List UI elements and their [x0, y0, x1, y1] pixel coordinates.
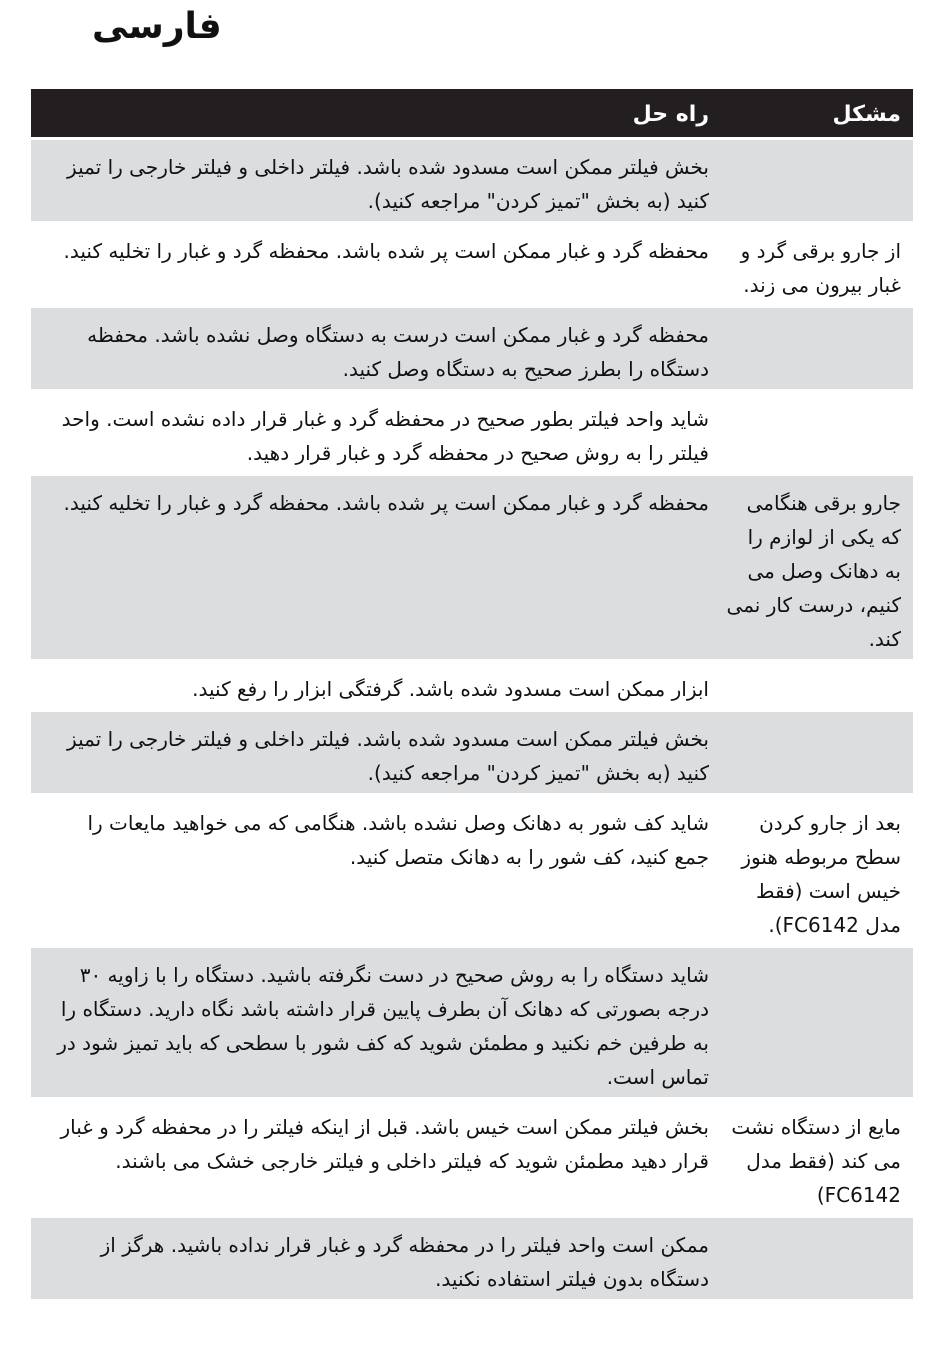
table-row: [31, 305, 913, 389]
solution-cell: [31, 662, 713, 709]
solution-cell: [31, 224, 713, 305]
problem-cell: [713, 392, 913, 473]
problem-text: [725, 948, 901, 966]
header-problem: مشکل: [832, 101, 901, 127]
problem-text: [725, 308, 901, 326]
problem-cell: [713, 476, 913, 659]
table-row: [31, 137, 913, 221]
solution-cell: [31, 796, 713, 945]
table-row: [31, 1097, 913, 1215]
solution-text: بخش فیلتر ممکن است خیس باشد. قبل از اینکه فیلتر را در محفظه گرد و غبار قرار دهید مطمئن شوید که فیلتر داخلی و فیلتر خارجی خشک می باشند.: [60, 1115, 709, 1173]
problem-text: از جارو برقی گرد و غبار بیرون می زند.: [740, 239, 901, 297]
table-header: [31, 89, 913, 137]
solution-text: محفظه گرد و غبار ممکن است درست به دستگاه وصل نشده باشد. محفظه دستگاه را بطرز صحیح به دستگاه وصل کنید.: [87, 323, 709, 381]
problem-cell: [713, 224, 913, 305]
solution-text: شاید کف شور به دهانک وصل نشده باشد. هنگامی که می خواهید مایعات را جمع کنید، کف شور را به دهانک متصل کنید.: [87, 811, 709, 869]
solution-cell: [31, 1100, 713, 1215]
problem-text: [725, 392, 901, 410]
table-row: [31, 793, 913, 945]
header-solution: راه حل: [632, 101, 709, 127]
problem-cell: [713, 948, 913, 1097]
problem-cell: [713, 1100, 913, 1215]
page-title: فارسی: [92, 6, 222, 47]
problem-text: [725, 140, 901, 158]
problem-text: [725, 712, 901, 730]
table-row: [31, 389, 913, 473]
solution-text: ابزار ممکن است مسدود شده باشد. گرفتگی ابزار را رفع کنید.: [192, 677, 709, 701]
solution-cell: [31, 948, 713, 1097]
problem-text: [725, 1218, 901, 1236]
solution-text: محفظه گرد و غبار ممکن است پر شده باشد. محفظه گرد و غبار را تخلیه کنید.: [63, 491, 709, 515]
table-row: [31, 659, 913, 709]
problem-cell: [713, 1218, 913, 1299]
problem-cell: [713, 712, 913, 793]
solution-text: ممکن است واحد فیلتر را در محفظه گرد و غبار قرار نداده باشید. هرگز از دستگاه بدون فیلتر استفاده نکنید.: [100, 1233, 709, 1291]
table-row: [31, 221, 913, 305]
table-row: [31, 473, 913, 659]
solution-cell: [31, 476, 713, 659]
solution-text: شاید دستگاه را به روش صحیح در دست نگرفته باشید. دستگاه را با زاویه ۳۰ درجه بصورتی که دهانک آن بطرف پایین قرار داشته باشد نگاه دارید. دستگاه را به طرفین خم نکنید و مطمئن شوید که کف شور با سطحی که باید تمیز شود در تماس است.: [57, 963, 709, 1089]
table-row: [31, 709, 913, 793]
problem-cell: [713, 796, 913, 945]
solution-text: بخش فیلتر ممکن است مسدود شده باشد. فیلتر داخلی و فیلتر خارجی را تمیز کنید (به بخش "تمیز کردن" مراجعه کنید).: [67, 727, 709, 785]
solution-text: بخش فیلتر ممکن است مسدود شده باشد. فیلتر داخلی و فیلتر خارجی را تمیز کنید (به بخش "تمیز کردن" مراجعه کنید).: [67, 155, 709, 213]
solution-cell: [31, 392, 713, 473]
solution-cell: [31, 140, 713, 221]
solution-cell: [31, 308, 713, 389]
table-body: [31, 137, 913, 1299]
solution-text: محفظه گرد و غبار ممکن است پر شده باشد. محفظه گرد و غبار را تخلیه کنید.: [63, 239, 709, 263]
problem-text: مایع از دستگاه نشت می کند (فقط مدل FC6142): [731, 1115, 901, 1207]
problem-text: بعد از جارو کردن سطح مربوطه هنوز خیس است (فقط مدل FC6142).: [741, 811, 901, 937]
solution-cell: [31, 1218, 713, 1299]
table-row: [31, 1215, 913, 1299]
solution-text: شاید واحد فیلتر بطور صحیح در محفظه گرد و غبار قرار داده نشده است. واحد فیلتر را به روش صحیح در محفظه گرد و غبار قرار دهید.: [61, 407, 709, 465]
problem-cell: [713, 140, 913, 221]
problem-cell: [713, 662, 913, 709]
problem-cell: [713, 308, 913, 389]
solution-cell: [31, 712, 713, 793]
table-row: [31, 945, 913, 1097]
troubleshooting-table: [31, 89, 913, 1299]
problem-text: [725, 662, 901, 680]
problem-text: جارو برقی هنگامی که یکی از لوازم را به دهانک وصل می کنیم، درست کار نمی کند.: [726, 491, 901, 651]
